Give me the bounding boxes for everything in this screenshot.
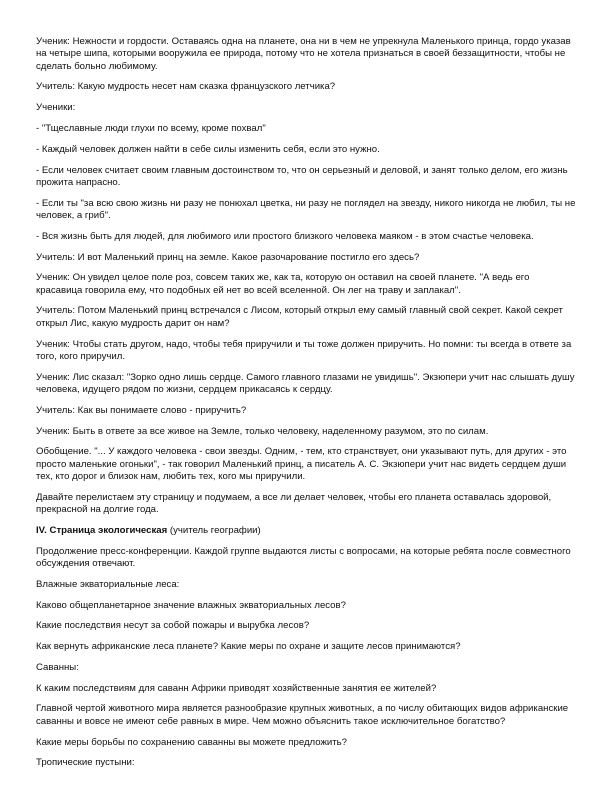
paragraph: К каким последствиям для саванн Африки приводят хозяйственные занятия ее жителей? (36, 682, 437, 694)
paragraph: Обобщение. "... У каждого человека - свои звезды. Одним, - тем, кто странствует, они указывают путь, для других - это просто маленькие огоньки", - так говорил Маленький принц, а писатель А. С. Экзюпери учит нас видеть сердцем души тех, кто дорог и близок нам, любить тех, кого мы приручили. (36, 446, 567, 482)
paragraph: Влажные экваториальные леса: (36, 578, 180, 590)
paragraph: Ученик: Чтобы стать другом, надо, чтобы тебя приручили и ты тоже должен приручить. Но помни: ты всегда в ответе за того, кого приручил. (36, 338, 572, 362)
paragraph: Саванны: (36, 661, 79, 673)
section-heading-note: (учитель географии) (167, 524, 261, 536)
paragraph: Ученики: (36, 102, 76, 114)
paragraph: Ученик: Нежности и гордости. Оставаясь одна на планете, она ни в чем не упрекнула Маленького принца, гордо указав на четыре шипа, которыми вооружила ее природа, потому что не хотела признаться в своей беззащитности, чтобы не сделать больно любимому. (36, 36, 571, 72)
paragraph: Ученик: Быть в ответе за все живое на Земле, только человеку, наделенному разумом, это по силам. (36, 425, 489, 437)
paragraph: - Каждый человек должен найти в себе силы изменить себя, если это нужно. (36, 143, 380, 155)
paragraph: - "Тщеславные люди глухи по всему, кроме похвал" (36, 122, 266, 134)
paragraph: Ученик: Он увидел целое поле роз, совсем таких же, как та, которую он оставил на своей планете. "А ведь его красавица говорила ему, что подобных ей нет во всей вселенной. Он лег на траву и заплакал". (36, 272, 530, 296)
paragraph: Учитель: И вот Маленький принц на земле. Какое разочарование постигло его здесь? (36, 251, 420, 263)
paragraph: Давайте перелистаем эту страницу и подумаем, а все ли делает человек, чтобы его планета оставалась здоровой, прекрасной на долгие года. (36, 491, 552, 516)
paragraph: - Если ты "за всю свою жизнь ни разу не понюхал цветка, ни разу не поглядел на звезду, никого никогда не любил, ты не человек, а гриб". (36, 197, 576, 221)
paragraph: Каково общепланетарное значение влажных экваториальных лесов? (36, 599, 346, 611)
paragraph: - Вся жизнь быть для людей, для любимого или простого близкого человека маяком - в этом счастье человека. (36, 230, 534, 242)
paragraph: Ученик: Лис сказал: "Зорко одно лишь сердце. Самого главного глазами не увидишь". Экзюпери учит нас слышать душу человека, идущего рядом по жизни, сердцем прикасаясь к сердцу. (36, 371, 575, 395)
paragraph: Тропические пустыни: (36, 757, 135, 769)
paragraph: Как вернуть африканские леса планете? Какие меры по охране и защите лесов принимаются? (36, 641, 461, 653)
paragraph: Учитель: Потом Маленький принц встречался с Лисом, который открыл ему самый главный свой секрет. Какой секрет открыл Лис, какую мудрость дарит он нам? (36, 305, 563, 329)
section-heading (36, 525, 576, 537)
paragraph: - Если человек считает своим главным достоинством то, что он серьезный и деловой, и занят только делом, его жизнь прожита напрасно. (36, 164, 568, 188)
paragraph: Какие меры борьбы по сохранению саванны вы можете предложить? (36, 736, 347, 748)
paragraph: Продолжение пресс-конференции. Каждой группе выдаются листы с вопросами, на которые ребята после совместного обсуждения отвечают. (36, 545, 571, 569)
section-heading-title: IV. Страница экологическая (36, 524, 168, 536)
paragraph: Главной чертой животного мира является разнообразие крупных животных, а по числу обитающих видов африканские саванны и вовсе не имеют себе равных в мире. Чем можно объяснить такое исключительное богатство? (36, 703, 569, 727)
paragraph: Учитель: Как вы понимаете слово - приручить? (36, 404, 247, 416)
paragraph: Какие последствия несут за собой пожары и вырубка лесов? (36, 620, 310, 632)
paragraph: Учитель: Какую мудрость несет нам сказка французского летчика? (36, 81, 336, 93)
